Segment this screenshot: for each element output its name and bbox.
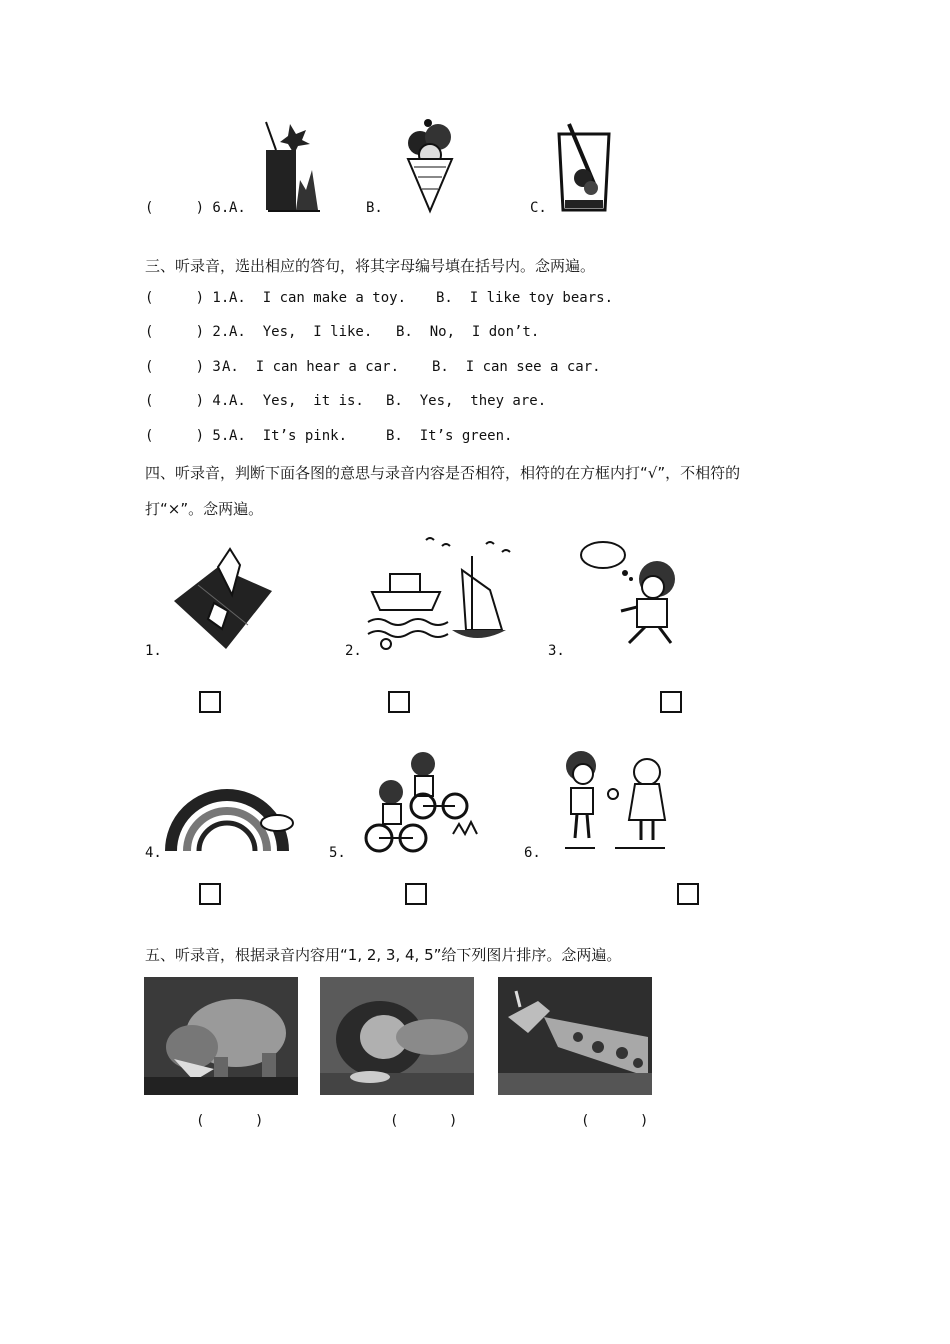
section4-heading-line2: 打“×”。念两遍。 [145, 500, 264, 518]
s3-item2-prefix: ( ) 2. [145, 324, 230, 340]
juice-glass-icon [555, 122, 613, 214]
s4-checkbox-6[interactable] [677, 883, 699, 905]
s4-checkbox-4[interactable] [199, 883, 221, 905]
s4-checkbox-1[interactable] [199, 691, 221, 713]
s3-item3-b: B. I can see a car. [432, 359, 601, 375]
s4-checkbox-3[interactable] [660, 691, 682, 713]
section5-heading: 五、听录音，根据录音内容用“1, 2, 3, 4, 5”给下列图片排序。念两遍。 [145, 946, 622, 964]
s3-item1-a: A. I can make a toy. [229, 290, 407, 306]
boy-and-girl-icon [555, 748, 685, 858]
section3-heading: 三、听录音，选出相应的答句，将其字母编号填在括号内。念两遍。 [145, 257, 596, 275]
s4-number-4: 4. [145, 845, 162, 861]
s3-item5-b: B. It’s green. [386, 428, 513, 444]
bear-photo [144, 977, 298, 1095]
s3-item3-a: A. I can hear a car. [222, 359, 400, 375]
s3-item4-prefix: ( ) 4. [145, 393, 230, 409]
paper-box-icon [168, 545, 278, 655]
lion-photo [320, 977, 474, 1095]
s3-item2-b: B. No, I don’t. [396, 324, 540, 340]
q6-label-c: C. [530, 200, 547, 216]
s5-answer-1[interactable]: ( ) [196, 1113, 264, 1129]
s3-item4-a: A. Yes, it is. [229, 393, 364, 409]
s5-answer-3[interactable]: ( ) [581, 1113, 649, 1129]
s4-checkbox-2[interactable] [388, 691, 410, 713]
s3-item5-prefix: ( ) 5. [145, 428, 230, 444]
s4-number-6: 6. [524, 845, 541, 861]
boy-thinking-icon [575, 537, 700, 652]
s3-item1-b: B. I like toy bears. [436, 290, 614, 306]
s3-item4-b: B. Yes, they are. [386, 393, 547, 409]
q6-label-b: B. [366, 200, 383, 216]
s4-number-5: 5. [329, 845, 346, 861]
section4-heading-line1: 四、听录音，判断下面各图的意思与录音内容是否相符，相符的在方框内打“√”，不相符的 [145, 464, 741, 482]
iced-drink-icon [262, 120, 322, 215]
s4-checkbox-5[interactable] [405, 883, 427, 905]
q6-paren: ( ) 6. [145, 200, 230, 216]
q6-label-a: A. [229, 200, 246, 216]
s3-item2-a: A. Yes, I like. [229, 324, 373, 340]
kids-on-bikes-icon [353, 748, 493, 856]
s4-number-2: 2. [345, 643, 362, 659]
rainbow-icon [165, 765, 295, 855]
s4-number-1: 1. [145, 643, 162, 659]
s5-answer-2[interactable]: ( ) [390, 1113, 458, 1129]
s3-item5-a: A. It’s pink. [229, 428, 348, 444]
ice-cream-cone-icon [400, 115, 460, 215]
s4-number-3: 3. [548, 643, 565, 659]
giraffe-photo [498, 977, 652, 1095]
boats-on-sea-icon [366, 530, 516, 655]
s3-item3-prefix: ( ) 3 [145, 359, 221, 375]
s3-item1-prefix: ( ) 1. [145, 290, 230, 306]
